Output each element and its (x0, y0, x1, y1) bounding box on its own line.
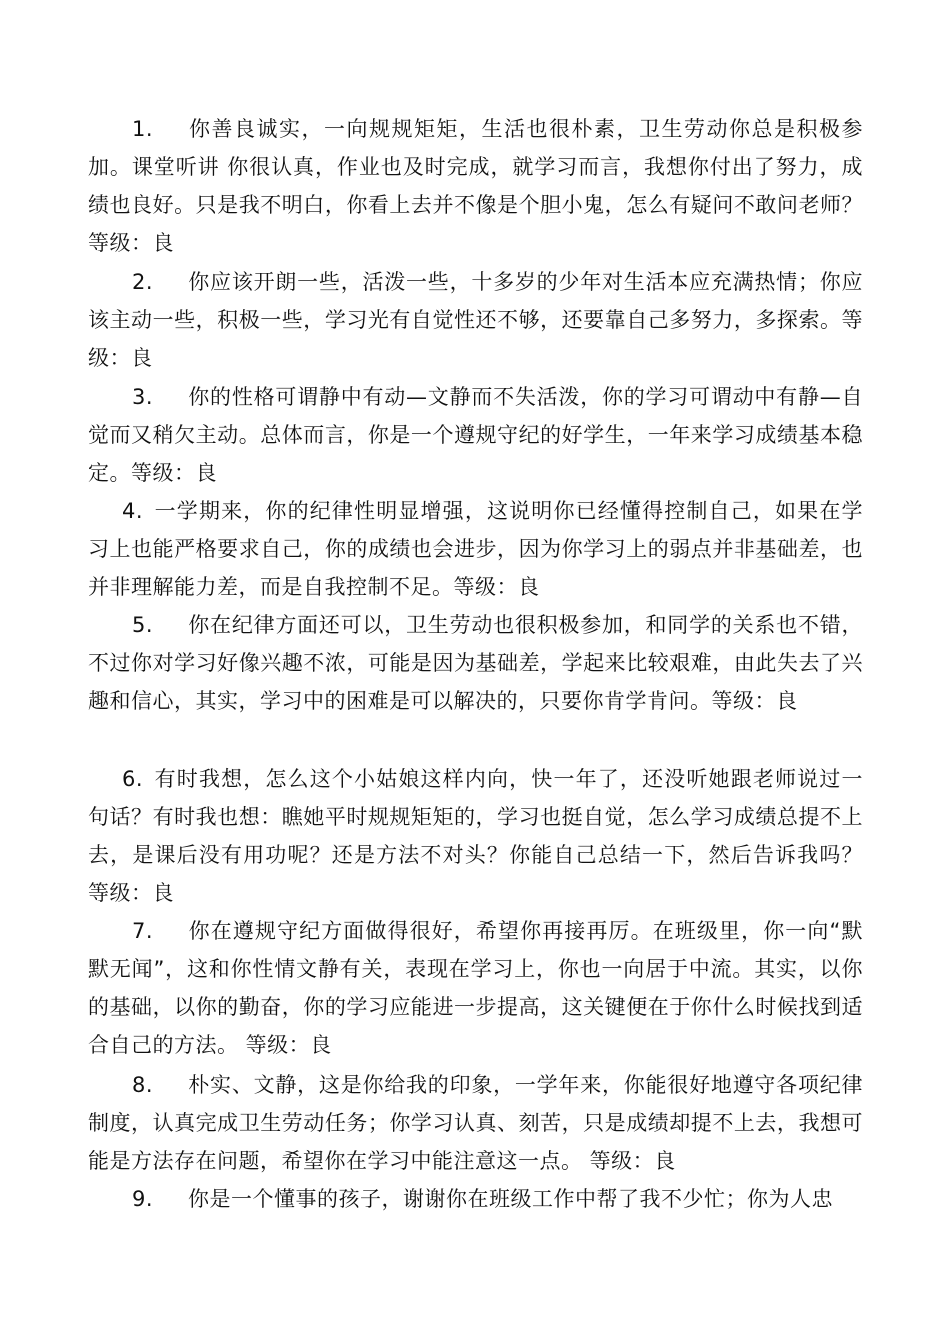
item-number: 4. (122, 499, 144, 523)
comment-paragraph-3 (88, 378, 863, 492)
comment-paragraph-9 (88, 1180, 863, 1218)
item-number: 6. (122, 767, 144, 791)
item-text: 你的性格可谓静中有动—文静而不失活泼，你的学习可谓动中有静—自觉而又稍欠主动。总体而言，你是一个遵规守纪的好学生，一年来学习成绩基本稳定。等级：良 (88, 385, 863, 485)
comment-paragraph-6 (88, 760, 863, 912)
item-text: 你在遵规守纪方面做得很好，希望你再接再厉。在班级里，你一向“默默无闻”，这和你性情文静有关，表现在学习上，你也一向居于中流。其实，以你的基础，以你的勤奋，你的学习应能进一步提高，这关键便在于你什么时候找到适合自己的方法。 等级：良 (88, 919, 863, 1057)
comment-paragraph-1 (88, 110, 863, 262)
comment-paragraph-7 (88, 912, 863, 1064)
item-number: 2. (132, 270, 154, 294)
item-text: 一学期来，你的纪律性明显增强，这说明你已经懂得控制自己，如果在学习上也能严格要求自己，你的成绩也会进步，因为你学习上的弱点并非基础差，也并非理解能力差，而是自我控制不足。等级：良 (88, 499, 863, 599)
comment-paragraph-5 (88, 606, 863, 720)
item-number: 9. (132, 1187, 154, 1211)
item-number: 1. (132, 117, 154, 141)
item-number: 5. (132, 613, 154, 637)
item-text: 你在纪律方面还可以，卫生劳动也很积极参加，和同学的关系也不错，不过你对学习好像兴趣不浓，可能是因为基础差，学起来比较艰难，由此失去了兴趣和信心，其实，学习中的困难是可以解决的，只要你肯学肯问。等级：良 (88, 613, 863, 713)
comment-paragraph-8 (88, 1066, 863, 1180)
item-text: 有时我想，怎么这个小姑娘这样内向，快一年了，还没听她跟老师说过一句话？有时我也想：瞧她平时规规矩矩的，学习也挺自觉，怎么学习成绩总提不上去，是课后没有用功呢？还是方法不对头？你能自己总结一下，然后告诉我吗？ 等级：良 (88, 767, 863, 905)
item-number: 8. (132, 1073, 154, 1097)
item-number: 7. (132, 919, 154, 943)
item-text: 朴实、文静，这是你给我的印象，一学年来，你能很好地遵守各项纪律制度，认真完成卫生劳动任务；你学习认真、刻苦，只是成绩却提不上去，我想可能是方法存在问题，希望你在学习中能注意这一点。 等级：良 (88, 1073, 863, 1173)
item-number: 3. (132, 385, 154, 409)
comment-paragraph-4 (88, 492, 863, 606)
comment-paragraph-2 (88, 263, 863, 377)
item-text: 你是一个懂事的孩子，谢谢你在班级工作中帮了我不少忙；你为人忠 (188, 1187, 833, 1211)
item-text: 你应该开朗一些，活泼一些，十多岁的少年对生活本应充满热情；你应该主动一些，积极一些，学习光有自觉性还不够，还要靠自己多努力，多探索。等级：良 (88, 270, 863, 370)
item-text: 你善良诚实，一向规规矩矩，生活也很朴素，卫生劳动你总是积极参加。课堂听讲 你很认真，作业也及时完成，就学习而言，我想你付出了努力，成绩也良好。只是我不明白，你看上去并不像是个胆小鬼，怎么有疑问不敢问老师？等级：良 (88, 117, 863, 255)
